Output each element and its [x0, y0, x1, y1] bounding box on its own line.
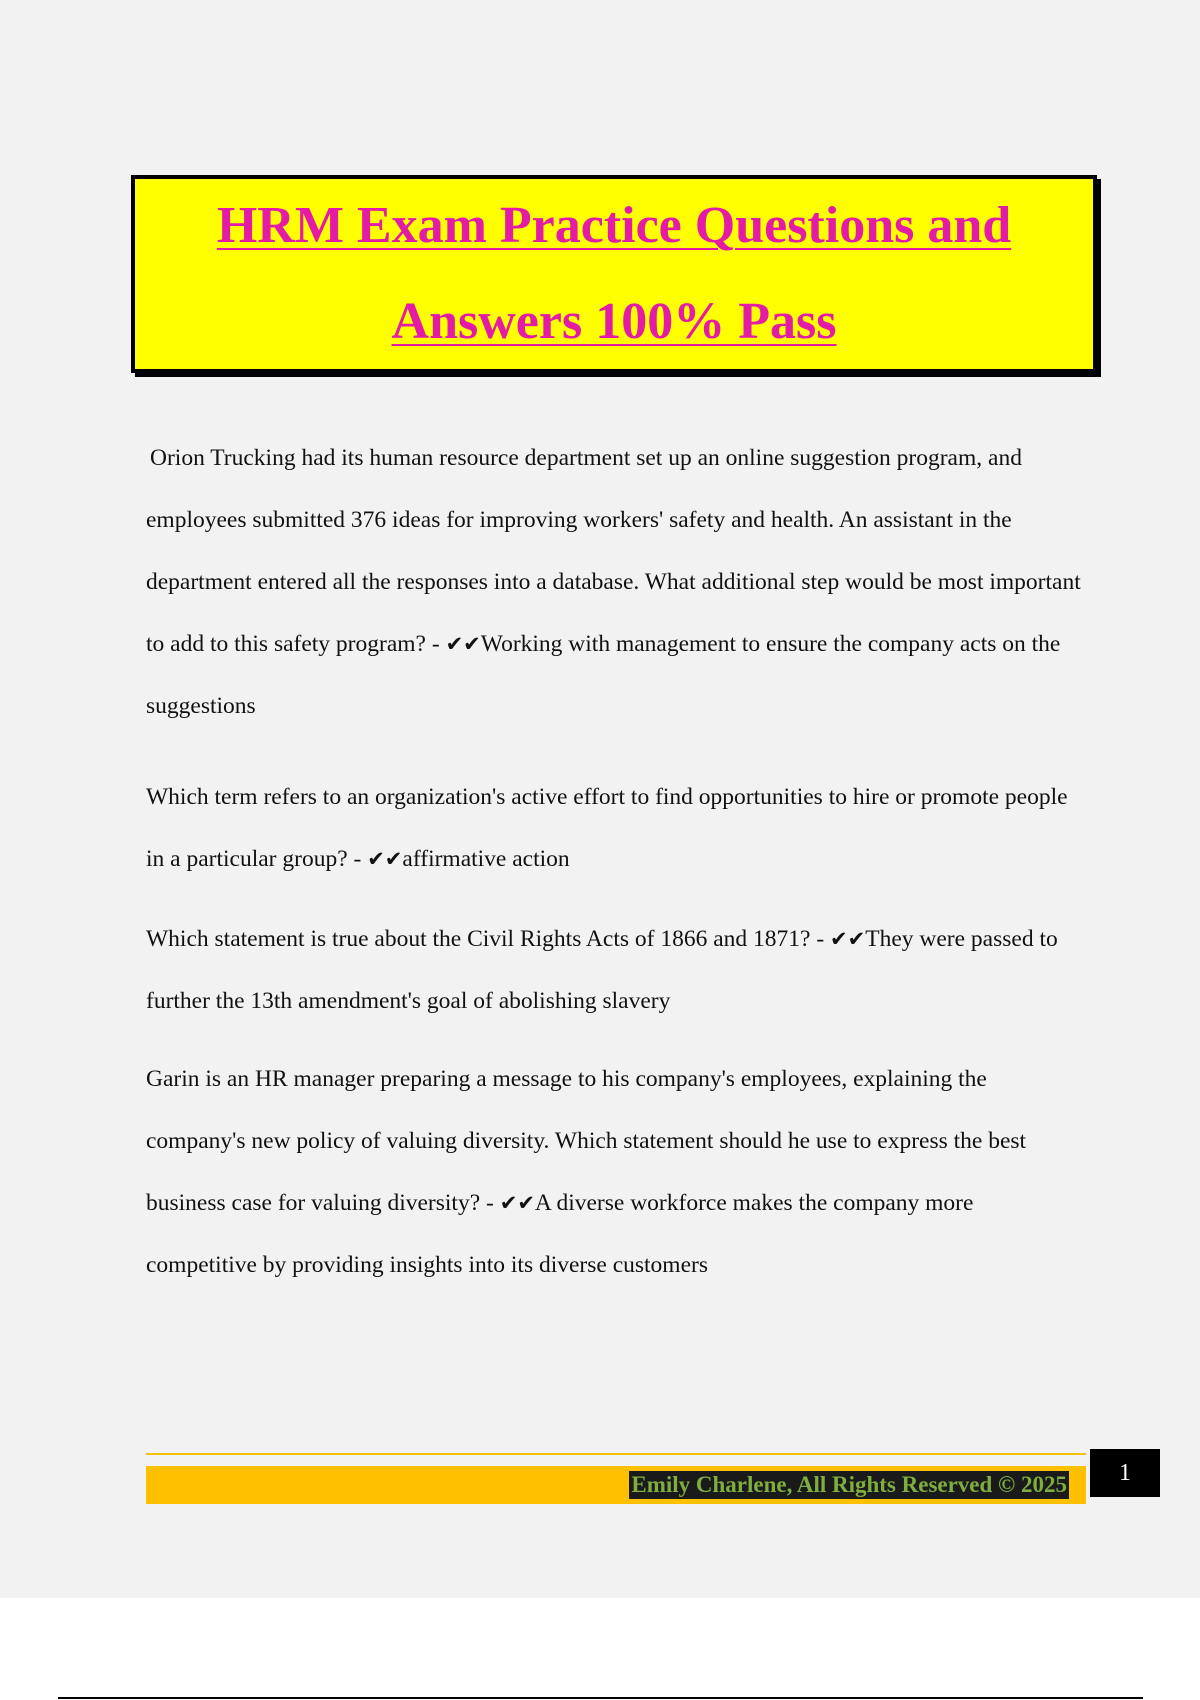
footer-divider — [146, 1453, 1086, 1455]
document-title-line-1: HRM Exam Practice Questions and — [216, 197, 1012, 254]
qa-separator: - — [425, 631, 446, 657]
checkmark-icon: ✔✔ — [830, 927, 866, 951]
qa-separator: - — [480, 1190, 500, 1216]
qa-item-3 — [146, 908, 1086, 1032]
answer-text: They were passed to further the 13th amendment's goal of abolishing slavery — [146, 926, 1058, 1014]
checkmark-icon: ✔✔ — [367, 847, 403, 871]
qa-separator: - — [810, 926, 831, 952]
question-text: Orion Trucking had its human resource department set up an online suggestion program, and employees submitted 376 ideas for improving workers' safety and health. An assistant in the department entered all the responses into a database. What additional step would be most important to add to this safety program? — [146, 445, 1081, 657]
question-text: Garin is an HR manager preparing a message to his company's employees, explaining the company's new policy of valuing diversity. Which statement should he use to express the best business case for valuing diversity? — [146, 1066, 1027, 1216]
checkmark-icon: ✔✔ — [499, 1191, 535, 1215]
answer-text: Working with management to ensure the company acts on the suggestions — [146, 631, 1061, 719]
qa-item-1 — [146, 427, 1086, 737]
document-title-line-2: Answers 100% Pass — [391, 293, 837, 350]
checkmark-icon: ✔✔ — [445, 632, 481, 656]
question-text: Which statement is true about the Civil Rights Acts of 1866 and 1871? — [146, 926, 811, 952]
footer-bar — [146, 1466, 1086, 1504]
qa-item-4 — [146, 1048, 1086, 1296]
copyright-text: Emily Charlene, All Rights Reserved © 2025 — [631, 1472, 1067, 1497]
qa-item-2 — [146, 766, 1086, 890]
page-separator-line — [58, 1697, 1143, 1699]
answer-text: A diverse workforce makes the company more competitive by providing insights into its diverse customers — [146, 1190, 974, 1278]
qa-separator: - — [347, 846, 368, 872]
answer-text: affirmative action — [402, 846, 570, 872]
question-text: Which term refers to an organization's active effort to find opportunities to hire or promote people in a particular group? — [146, 784, 1068, 872]
page-number: 1 — [1090, 1449, 1160, 1497]
title-banner — [131, 175, 1097, 373]
